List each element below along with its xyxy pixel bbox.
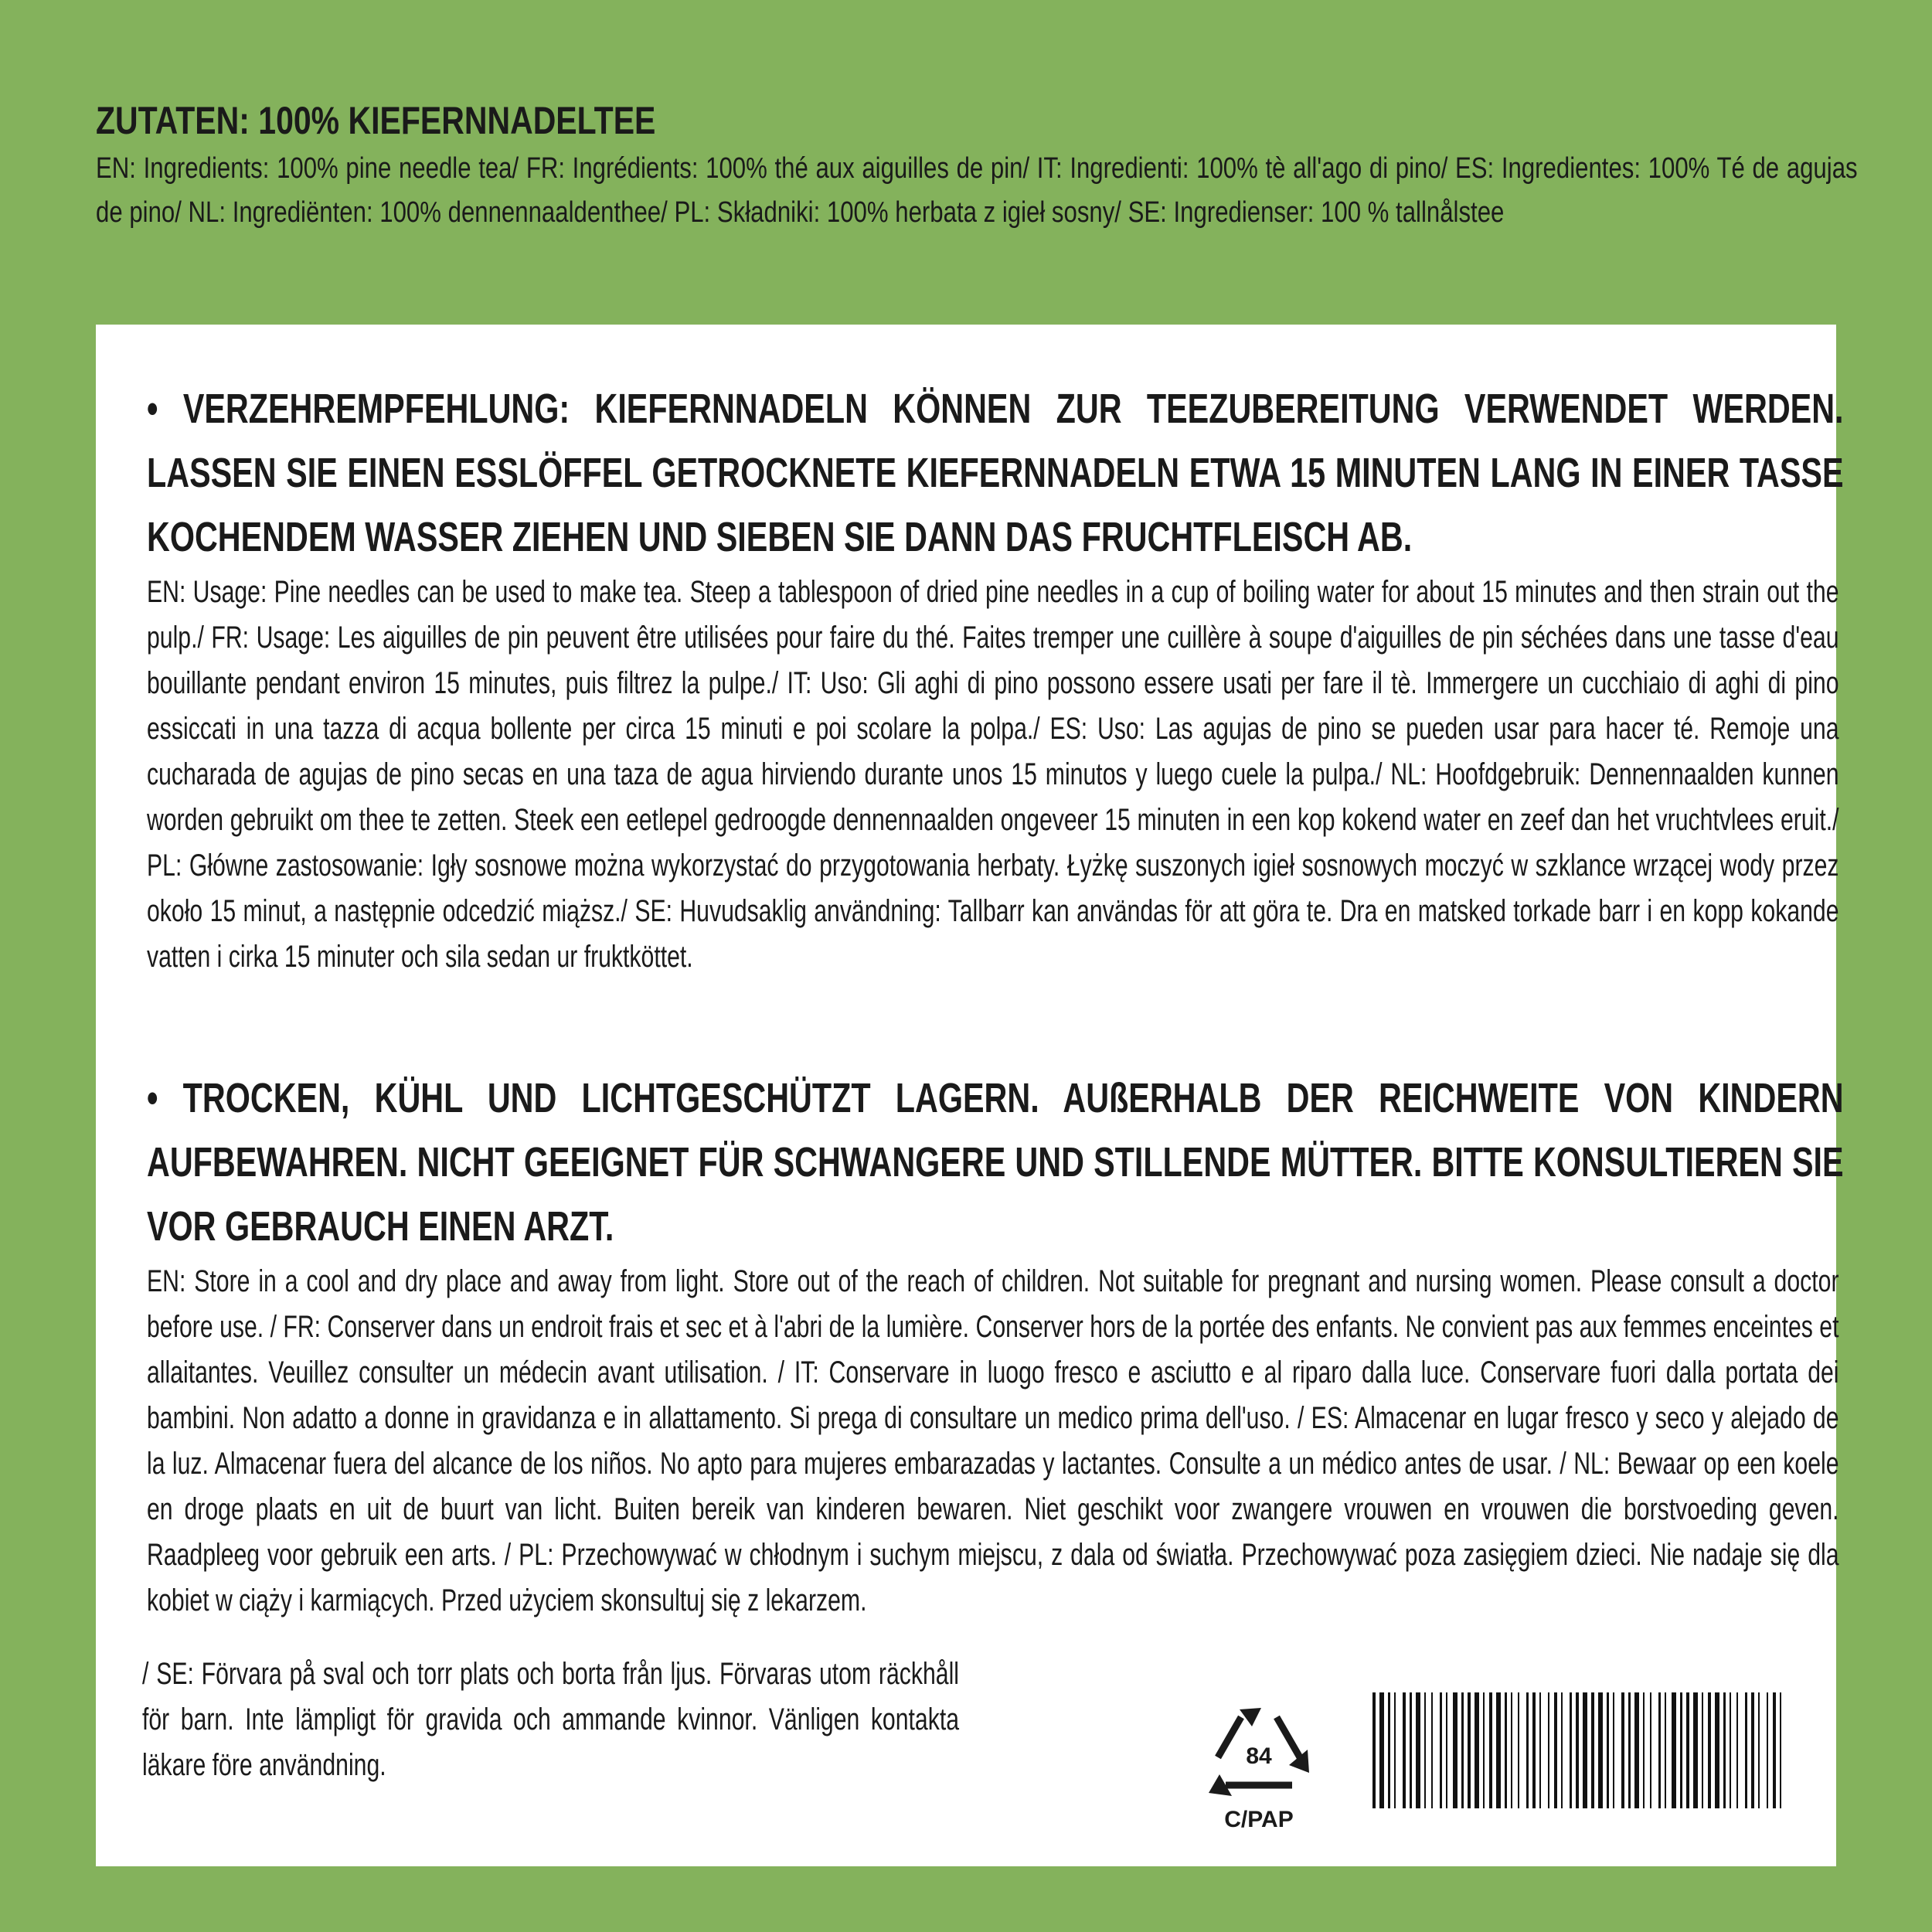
storage-translations: EN: Store in a cool and dry place and away from light. Store out of the reach of children. Not suitable for pregnant and nursing women. Please consult a doctor before use. / FR: Conserver dans un endroit frais et sec et à l'abri de la lumière. Conserver hors de la portée des enfants. Ne convient pas aux femmes enceintes et allaitantes. Veuillez consulter un médecin avant utilisation. / IT: Conservare in luogo fresco e asciutto e al riparo dalla luce. Conservare fuori dalla portata dei bambini. Non adatto a donne in gravidanza e in allattamento. Si prega di consultare un medico prima dell'uso. / ES: Almacenar en lugar fresco y seco y alejado de la luz. Almacenar fuera del alcance de los niños. No apto para mujeres embarazadas y lactantes. Consulte a un médico antes de usar. / NL: Bewaar op een koele en droge plaats en uit de buurt van licht. Buiten bereik van kinderen bewaren. Niet geschikt voor zwangere vrouwen en vrouwen die borstvoeding geven. Raadpleeg voor gebruik een arts. / PL: Przechowywać w chłodnym i suchym miejscu, z dala od światła. Przechowywać poza zasięgiem dzieci. Nie nadaje się dla kobiet w ciąży i karmiących. Przed użyciem skonsultuj się z lekarzem. — [147, 1264, 1839, 1617]
barcode-bar — [1702, 1692, 1703, 1808]
barcode-bar — [1403, 1692, 1406, 1808]
usage-translations: EN: Usage: Pine needles can be used to make tea. Steep a tablespoon of dried pine needles in a cup of boiling water for about 15 minutes and then strain out the pulp./ FR: Usage: Les aiguilles de pin peuvent être utilisées pour faire du thé. Faites tremper une cuillère à soupe d'aiguilles de pin séchées dans une tasse d'eau bouillante pendant environ 15 minutes, puis filtrez la pulpe./ IT: Uso: Gli aghi di pino possono essere usati per fare il tè. Immergere un cucchiaio di aghi di pino essiccati in una tazza di acqua bollente per circa 15 minuti e poi scolare la polpa./ ES: Uso: Las agujas de pino se pueden usar para hacer té. Remoje una cucharada de agujas de pino secas en una taza de agua hirviendo durante unos 15 minutos y luego cuele la pulpa./ NL: Hoofdgebruik: Dennennaalden kunnen worden gebruikt om thee te zetten. Steek een eetlepel gedroogde dennennaalden ongeveer 15 minuten in een kop kokend water en zeef dan het vruchtvlees eruit./ PL: Główne zastosowanie: Igły sosnowe można wykorzystać do przygotowania herbaty. Łyżkę suszonych igieł sosnowych moczyć w szklance wrzącej wody przez około 15 minut, a następnie odcedzić miąższ./ SE: Huvudsaklig användning: Tallbarr kan användas för att göra te. Dra en matsked torkade barr i en kopp kokande vatten i cirka 15 minuter och sila sedan ur fruktköttet. — [147, 575, 1839, 974]
recycling-code: C/PAP — [1224, 1807, 1294, 1832]
barcode-bar — [1680, 1692, 1682, 1808]
storage-translation-se: / SE: Förvara på sval och torr plats och borta från ljus. Förvaras utom räckhåll för barn. Inte lämpligt för gravida och ammande kvinnor. Vänligen kontakta läkare före användning. — [142, 1657, 959, 1782]
usage-section — [147, 377, 1844, 980]
barcode-bar — [1446, 1692, 1447, 1808]
barcode-bar — [1715, 1692, 1719, 1808]
barcode-bar — [1665, 1692, 1666, 1808]
barcode-bar — [1643, 1692, 1645, 1808]
barcode-bar — [1730, 1692, 1731, 1808]
barcode-bar — [1621, 1692, 1624, 1808]
barcode-bar — [1672, 1692, 1676, 1808]
barcode-bar — [1780, 1692, 1781, 1808]
barcode-bar — [1461, 1692, 1464, 1808]
barcode-bar — [1489, 1692, 1492, 1808]
recycling-icon — [1193, 1700, 1325, 1832]
barcode-bar — [1745, 1692, 1747, 1808]
barcode-bar — [1539, 1692, 1541, 1808]
barcode-bar — [1483, 1692, 1485, 1808]
barcode-bar — [1634, 1692, 1639, 1808]
barcode-bar — [1628, 1692, 1631, 1808]
barcode-bar — [1548, 1692, 1549, 1808]
barcode-bar — [1440, 1692, 1442, 1808]
barcode-bar — [1613, 1692, 1614, 1808]
barcode-bar — [1570, 1692, 1572, 1808]
info-panel — [96, 325, 1844, 1866]
storage-heading: • TROCKEN, KÜHL UND LICHTGESCHÜTZT LAGERN. AUßERHALB DER REICHWEITE VON KINDERN AUFBEWAHREN. NICHT GEEIGNET FÜR SCHWANGERE UND STILLENDE MÜTTER. BITTE KONSULTIEREN SIE VOR GEBRAUCH EINEN ARZT. — [147, 1075, 1844, 1250]
barcode-bar — [1576, 1692, 1579, 1808]
barcode-bar — [1372, 1692, 1376, 1808]
barcode-bar — [1453, 1692, 1458, 1808]
barcode-bar — [1736, 1692, 1738, 1808]
barcode-bar — [1607, 1692, 1609, 1808]
barcode-bar — [1554, 1692, 1557, 1808]
barcode-bar — [1388, 1692, 1390, 1808]
barcode-bar — [1468, 1692, 1471, 1808]
recycling-number: 84 — [1246, 1743, 1272, 1769]
barcode-bar — [1723, 1692, 1726, 1808]
barcode — [1372, 1692, 1790, 1808]
ingredients-block — [96, 91, 1858, 235]
barcode-bar — [1511, 1692, 1512, 1808]
barcode-bar — [1583, 1692, 1587, 1808]
barcode-bar — [1424, 1692, 1426, 1808]
barcode-bar — [1686, 1692, 1689, 1808]
barcode-bar — [1526, 1692, 1529, 1808]
barcode-bar — [1505, 1692, 1507, 1808]
barcode-bar — [1532, 1692, 1536, 1808]
barcode-bar — [1379, 1692, 1384, 1808]
storage-section — [147, 1066, 1844, 1624]
ingredients-title: ZUTATEN: 100% KIEFERNNADELTEE — [96, 99, 656, 142]
barcode-bar — [1475, 1692, 1479, 1808]
ingredients-translations: EN: Ingredients: 100% pine needle tea/ FR: Ingrédients: 100% thé aux aiguilles de pin/ IT: Ingredienti: 100% tè all'ago di pino/ ES: Ingredientes: 100% Té de agujas de pino/ NL: Ingrediënten: 100% dennennaaldenthee/ PL: Składniki: 100% herbata z igieł sosny/ SE: Ingredienser: 100 % tallnålstee — [96, 152, 1858, 229]
barcode-bar — [1496, 1692, 1501, 1808]
barcode-bar — [1650, 1692, 1651, 1808]
barcode-bar — [1394, 1692, 1396, 1808]
barcode-bar — [1658, 1692, 1661, 1808]
barcode-bar — [1708, 1692, 1711, 1808]
barcode-bar — [1410, 1692, 1412, 1808]
barcode-bar — [1598, 1692, 1603, 1808]
barcode-bar — [1416, 1692, 1420, 1808]
barcode-bar — [1693, 1692, 1698, 1808]
barcode-bar — [1773, 1692, 1776, 1808]
barcode-bar — [1591, 1692, 1594, 1808]
barcode-bar — [1758, 1692, 1760, 1808]
usage-heading: • VERZEHREMPFEHLUNG: KIEFERNNADELN KÖNNEN ZUR TEEZUBEREITUNG VERWENDET WERDEN. LASSEN SIE EINEN ESSLÖFFEL GETROCKNETE KIEFERNNADELN ETWA 15 MINUTEN LANG IN EINER TASSE KOCHENDEM WASSER ZIEHEN UND SIEBEN SIE DANN DAS FRUCHTFLEISCH AB. — [147, 386, 1844, 560]
barcode-bar — [1518, 1692, 1519, 1808]
barcode-bar — [1561, 1692, 1563, 1808]
barcode-bar — [1767, 1692, 1768, 1808]
barcode-bar — [1751, 1692, 1754, 1808]
barcode-bar — [1431, 1692, 1433, 1808]
